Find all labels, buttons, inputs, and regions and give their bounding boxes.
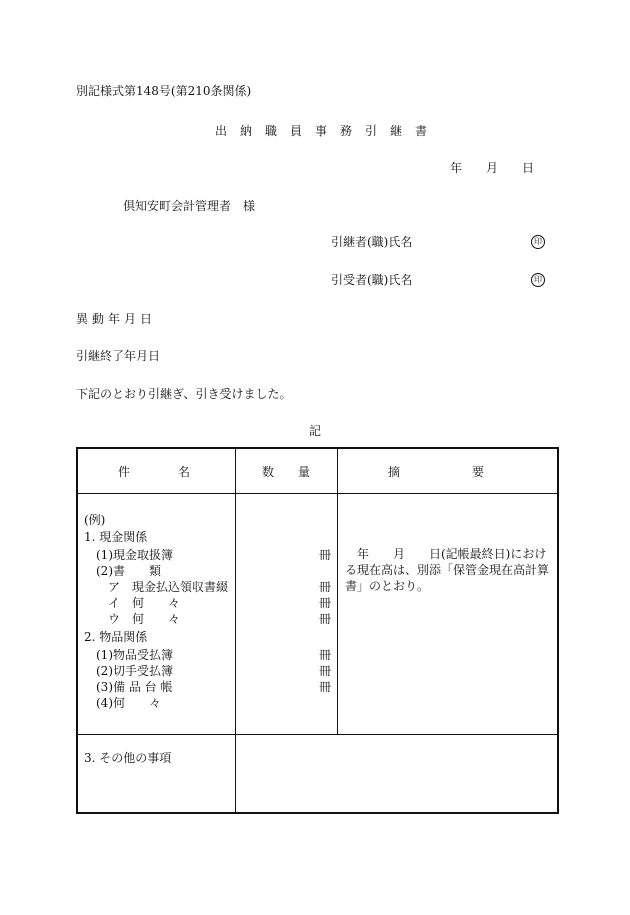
quantities-cell: [236, 493, 338, 734]
other-matters-label: 3. その他の事項: [84, 750, 172, 765]
remarks-cell: [338, 493, 559, 734]
list-item: (2)書 類: [96, 563, 161, 578]
header-remarks: 摘 要: [388, 465, 485, 479]
unit-label: 冊: [318, 679, 331, 694]
statement: 下記のとおり引継ぎ、引き受けました。: [76, 387, 292, 401]
document-title: 出納職員事務引継書: [215, 124, 441, 138]
handover-table: [76, 447, 559, 814]
list-item: イ 何 々: [108, 595, 181, 610]
table-header-row: [77, 448, 558, 493]
table-body-row: [77, 493, 558, 734]
example-label: (例): [84, 512, 106, 527]
list-item: (3)備 品 台 帳: [96, 679, 173, 694]
unit-label: 冊: [318, 595, 331, 610]
unit-label: 冊: [318, 547, 331, 562]
section-title: 1. 現金関係: [84, 529, 148, 544]
transfer-date-field: 異動年月日: [76, 312, 157, 326]
date-day-label: 日: [522, 161, 535, 175]
header-quantity-cell: [236, 448, 338, 493]
addressee-name: 倶知安町会計管理者: [123, 199, 232, 213]
header-quantity: 数 量: [262, 465, 311, 479]
unit-label: 冊: [318, 647, 331, 662]
list-item: ア 現金払込領収書綴: [108, 579, 229, 594]
unit-label: 冊: [318, 663, 331, 678]
other-matters-label-cell: [77, 734, 236, 813]
header-remarks-cell: [338, 448, 559, 493]
unit-label: 冊: [318, 579, 331, 594]
list-item: (2)切手受払簿: [96, 663, 173, 678]
other-matters-row: [77, 734, 558, 813]
unit-label: 冊: [318, 611, 331, 626]
list-item: (1)物品受払簿: [96, 647, 173, 662]
handover-end-date-field: 引継終了年月日: [76, 349, 161, 363]
date-month-label: 月: [486, 161, 499, 175]
list-item: (4)何 々: [96, 695, 161, 710]
list-item: (1)現金取扱簿: [96, 547, 173, 562]
date-year-label: 年: [450, 161, 463, 175]
seal-mark: 印: [531, 273, 545, 287]
form-number: 別記様式第148号(第210条関係): [76, 84, 252, 98]
signature-label: 引受者(職)氏名: [331, 273, 413, 287]
items-cell: [77, 493, 236, 734]
header-item-cell: [77, 448, 236, 493]
signature-label: 引継者(職)氏名: [331, 235, 413, 249]
list-item: ウ 何 々: [108, 611, 181, 626]
seal-mark: 印: [531, 235, 545, 249]
section-title: 2. 物品関係: [84, 629, 148, 644]
addressee-honorific: 様: [243, 199, 256, 213]
ki-label: 記: [309, 424, 322, 438]
remarks-text: 年 月 日(記帳最終日)における現在高は、別添「保管金現在高計算書」のとおり。: [345, 546, 550, 593]
header-item: 件 名: [118, 465, 191, 479]
other-matters-content-cell: [236, 734, 559, 813]
